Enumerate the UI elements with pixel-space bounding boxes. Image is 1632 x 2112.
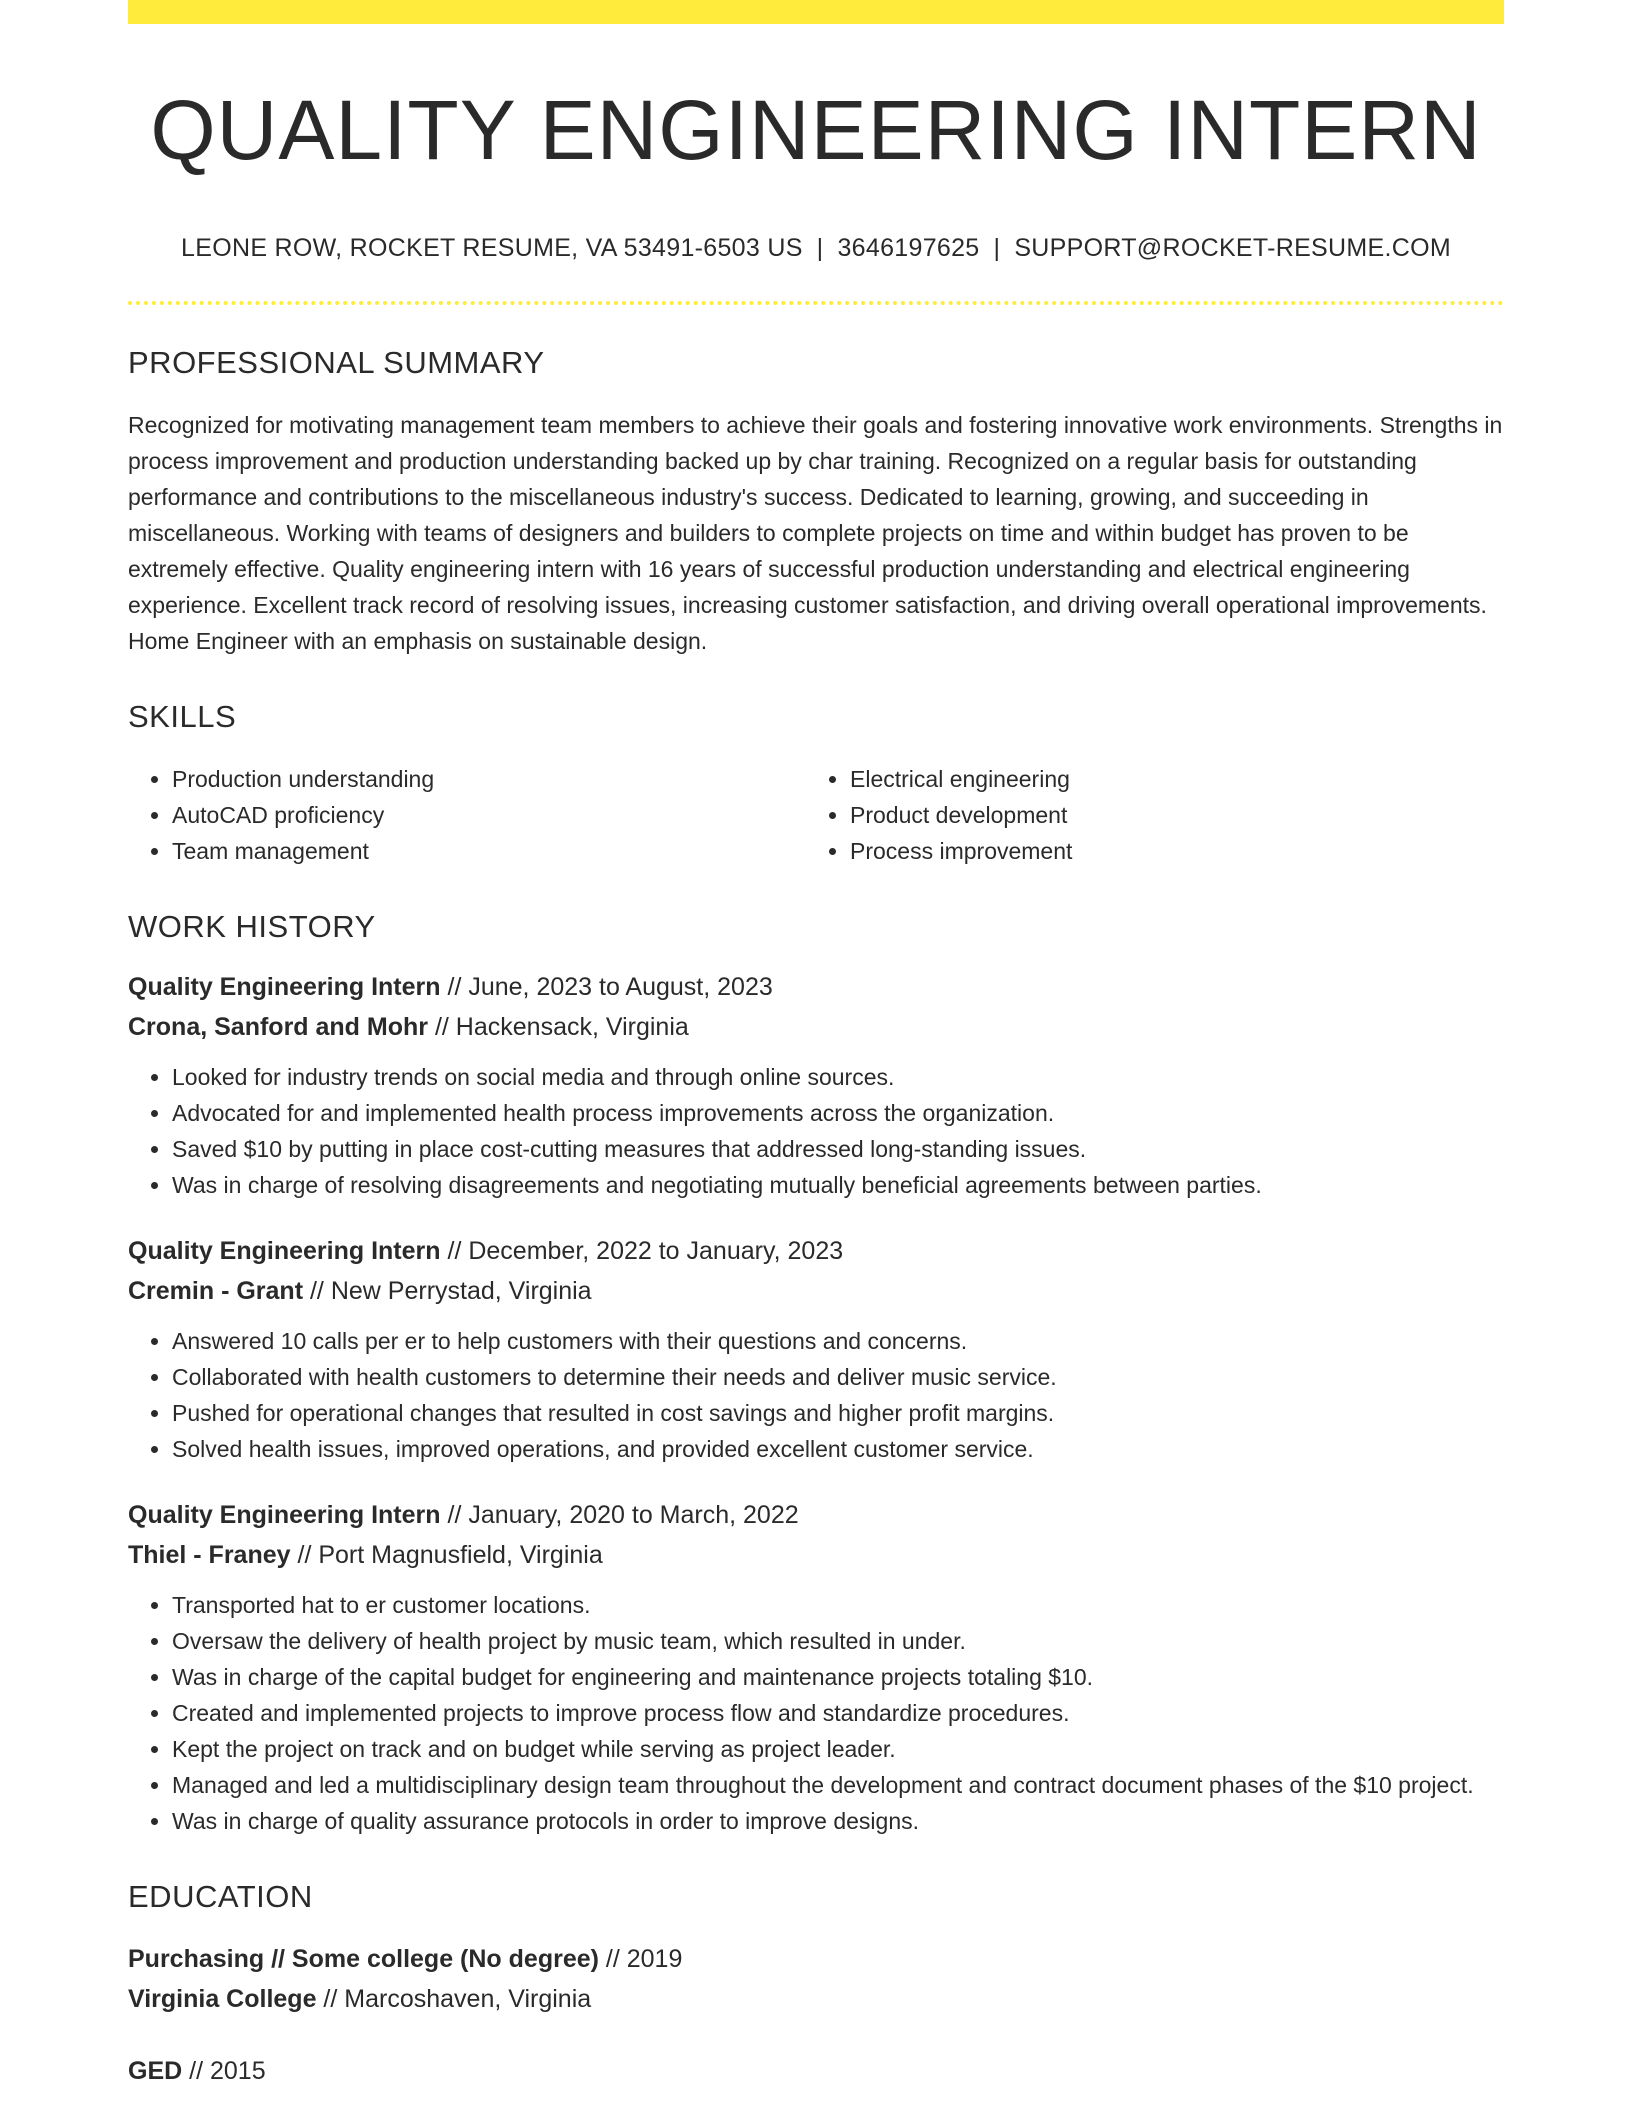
education-location: Marcoshaven, Virginia (344, 1985, 592, 2014)
job-company: Thiel - Franey (128, 1541, 291, 1570)
job-dates: December, 2022 to January, 2023 (468, 1237, 844, 1266)
summary-section (128, 345, 1504, 659)
education-degree-line (128, 2051, 1504, 2091)
contact-phone: 3646197625 (837, 234, 980, 263)
job-location: Hackensack, Virginia (455, 1013, 689, 1042)
contact-separator: | (993, 234, 1001, 263)
job-bullet: • Created and implemented projects to improve process flow and standardize procedures. (172, 1695, 1504, 1731)
job-location: New Perrystad, Virginia (330, 1277, 592, 1306)
education-entry (128, 1939, 1504, 2019)
education-school: Virginia College (128, 1985, 317, 2014)
education-entry (128, 2051, 1504, 2091)
job-bullet: • Collaborated with health customers to determine their needs and deliver music service. (172, 1359, 1504, 1395)
job-bullet: • Saved $10 by putting in place cost-cutting measures that addressed long-standing issues. (172, 1131, 1504, 1167)
skills-list-right (806, 761, 1484, 869)
contact-line (128, 234, 1504, 263)
job-entry (128, 967, 1504, 1203)
education-year: 2015 (209, 2057, 266, 2086)
separator: // (290, 1541, 319, 1570)
job-role: Quality Engineering Intern (128, 1237, 441, 1266)
candidate-name: QUALITY ENGINEERING INTERN (150, 83, 1482, 177)
separator: // (182, 2057, 210, 2086)
job-bullets (128, 1323, 1504, 1467)
job-bullet: • Answered 10 calls per er to help customers with their questions and concerns. (172, 1323, 1504, 1359)
education-year: 2019 (626, 1945, 683, 1974)
job-company-line (128, 1007, 1504, 1047)
job-bullet: • Was in charge of resolving disagreements and negotiating mutually beneficial agreements between parties. (172, 1167, 1504, 1203)
education-degree: GED (128, 2057, 183, 2086)
job-bullet: • Solved health issues, improved operations, and provided excellent customer service. (172, 1431, 1504, 1467)
accent-top-bar (128, 0, 1504, 24)
separator: // (440, 1237, 469, 1266)
job-dates: June, 2023 to August, 2023 (468, 973, 773, 1002)
section-title-work-history: WORK HISTORY (128, 909, 376, 945)
job-title-line (128, 1231, 1504, 1271)
job-bullets (128, 1587, 1504, 1839)
separator: // (440, 1501, 469, 1530)
dotted-divider (128, 301, 1504, 305)
job-bullet: • Was in charge of the capital budget for engineering and maintenance projects totaling $10. (172, 1659, 1504, 1695)
job-bullet: • Looked for industry trends on social media and through online sources. (172, 1059, 1504, 1095)
job-role: Quality Engineering Intern (128, 973, 441, 1002)
separator: // (598, 1945, 627, 1974)
skills-columns (128, 761, 1504, 869)
skill-item: • Team management (172, 833, 806, 869)
section-title-skills: SKILLS (128, 699, 237, 735)
job-bullet: • Pushed for operational changes that resulted in cost savings and higher profit margins. (172, 1395, 1504, 1431)
job-company-line (128, 1271, 1504, 1311)
job-title-line (128, 967, 1504, 1007)
job-bullet: • Transported hat to er customer locations. (172, 1587, 1504, 1623)
job-role: Quality Engineering Intern (128, 1501, 441, 1530)
job-dates: January, 2020 to March, 2022 (468, 1501, 799, 1530)
work-history-section (128, 909, 1504, 1839)
skill-item: • AutoCAD proficiency (172, 797, 806, 833)
education-school-line (128, 1979, 1504, 2019)
section-title-education: EDUCATION (128, 1879, 313, 1915)
separator: // (440, 973, 469, 1002)
job-bullet: • Advocated for and implemented health process improvements across the organization. (172, 1095, 1504, 1131)
job-bullet: • Managed and led a multidisciplinary design team throughout the development and contract document phases of the $10 project. (172, 1767, 1504, 1803)
job-company: Cremin - Grant (128, 1277, 304, 1306)
contact-address: LEONE ROW, ROCKET RESUME, VA 53491-6503 US (181, 234, 803, 263)
job-bullets (128, 1059, 1504, 1203)
job-location: Port Magnusfield, Virginia (318, 1541, 603, 1570)
job-entry (128, 1231, 1504, 1467)
education-degree: Purchasing // Some college (No degree) (128, 1945, 599, 1974)
skill-item: • Product development (850, 797, 1484, 833)
skills-section (128, 699, 1504, 869)
separator: // (316, 1985, 345, 2014)
job-title-line (128, 1495, 1504, 1535)
section-title-summary: PROFESSIONAL SUMMARY (128, 345, 545, 381)
summary-text: Recognized for motivating management team members to achieve their goals and fostering innovative work environments. Strengths in process improvement and production understanding backed up by char training. Recognized on a regular basis for outstanding performance and contributions to the miscellaneous industry's success. Dedicated to learning, growing, and succeeding in miscellaneous. Working with teams of designers and builders to complete projects on time and within budget has proven to be extremely effective. Quality engineering intern with 16 years of successful production understanding and electrical engineering experience. Excellent track record of resolving issues, increasing customer satisfaction, and driving overall operational improvements. Home Engineer with an emphasis on sustainable design. (128, 412, 1503, 655)
job-bullet: • Was in charge of quality assurance protocols in order to improve designs. (172, 1803, 1504, 1839)
separator: // (303, 1277, 331, 1306)
resume-page (128, 0, 1504, 2091)
skill-item: • Electrical engineering (850, 761, 1484, 797)
contact-email[interactable]: SUPPORT@ROCKET-RESUME.COM (1014, 234, 1451, 263)
job-company-line (128, 1535, 1504, 1575)
separator: // (428, 1013, 456, 1042)
job-entry (128, 1495, 1504, 1839)
education-section (128, 1879, 1504, 2091)
job-bullet: • Oversaw the delivery of health project by music team, which resulted in under. (172, 1623, 1504, 1659)
skill-item: • Production understanding (172, 761, 806, 797)
job-company: Crona, Sanford and Mohr (128, 1013, 428, 1042)
skill-item: • Process improvement (850, 833, 1484, 869)
job-bullet: • Kept the project on track and on budget while serving as project leader. (172, 1731, 1504, 1767)
contact-separator: | (816, 234, 824, 263)
skills-list-left (128, 761, 806, 869)
education-degree-line (128, 1939, 1504, 1979)
